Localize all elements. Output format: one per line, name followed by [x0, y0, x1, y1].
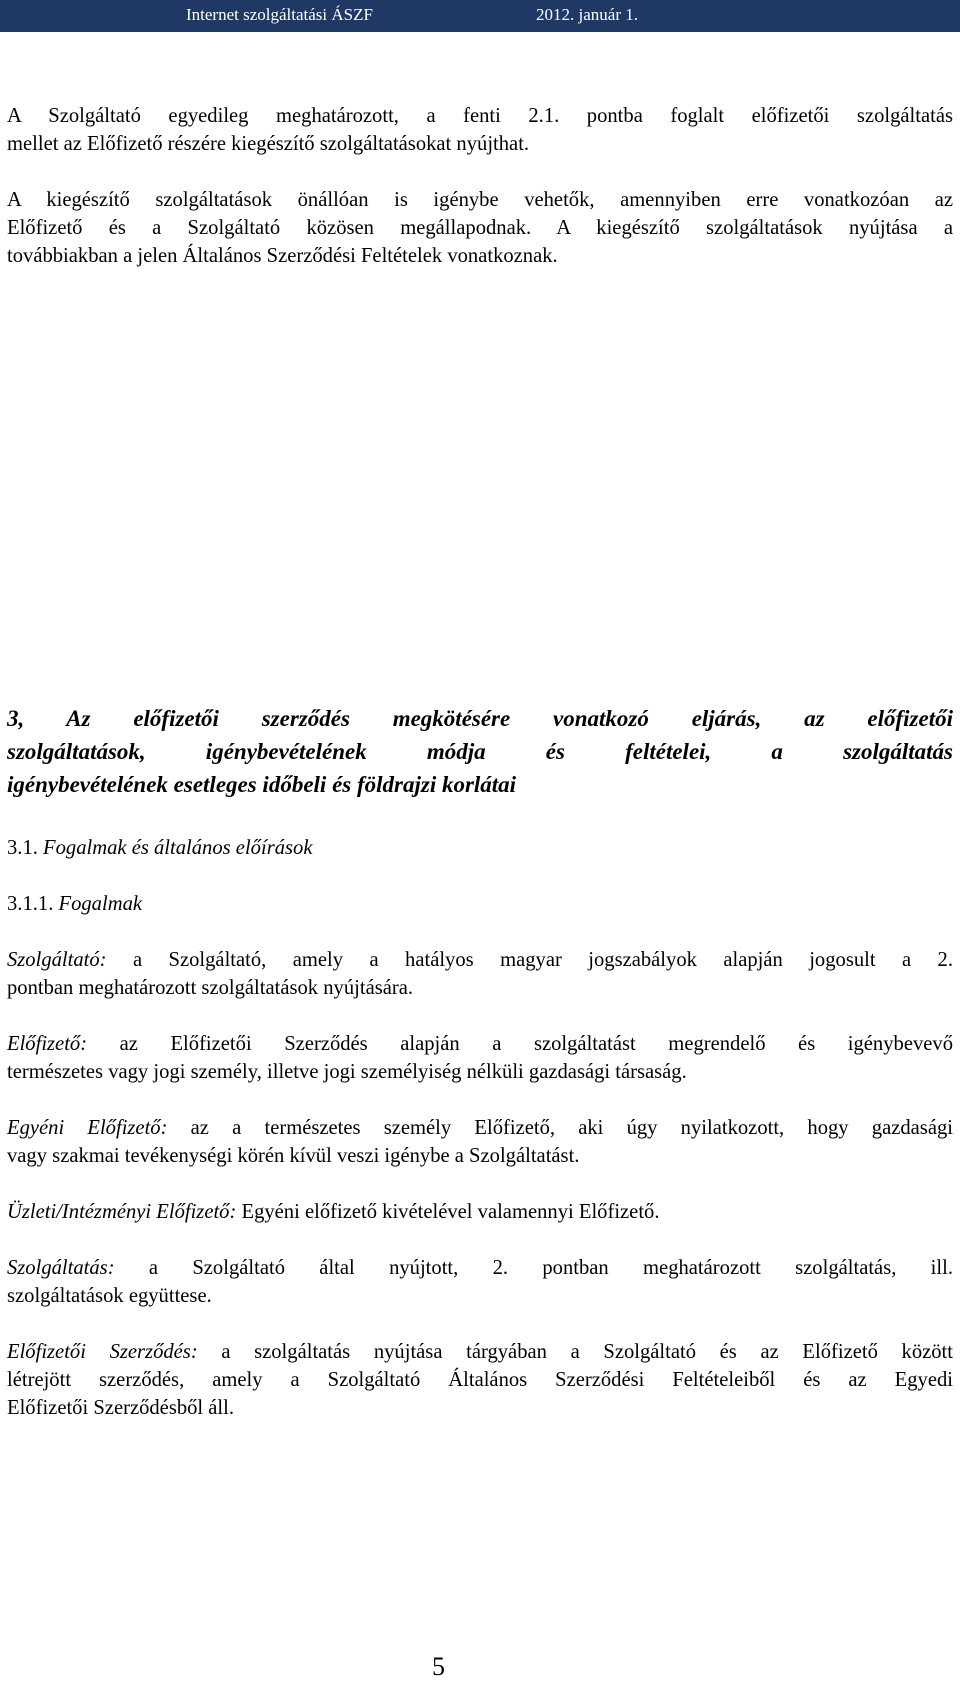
- definition-szolgaltato: [7, 946, 953, 1002]
- definition-text: vagy szakmai tevékenységi körén kívül veszi igénybe a Szolgáltatást.: [7, 1145, 580, 1167]
- definition-egyeni-elofizeto: [7, 1114, 953, 1170]
- subsection-title: Fogalmak és általános előírások: [43, 837, 313, 859]
- definition-text: Előfizetői Szerződésből áll.: [7, 1397, 235, 1419]
- definition-term: Szolgáltató:: [7, 949, 107, 971]
- definition-text: a szolgáltatás nyújtása tárgyában a Szolgáltató és az Előfizető között: [197, 1341, 953, 1363]
- definition-elofizeto: [7, 1030, 953, 1086]
- section-heading: [7, 702, 953, 801]
- definition-term: Egyéni Előfizető:: [7, 1117, 168, 1139]
- definition-text: a Szolgáltató, amely a hatályos magyar jogszabályok alapján jogosult a 2.: [106, 949, 953, 971]
- definition-text: pontban meghatározott szolgáltatások nyújtására.: [7, 977, 414, 999]
- text-line: Előfizető és a Szolgáltató közösen megállapodnak. A kiegészítő szolgáltatások nyújtása a: [7, 217, 953, 239]
- document-date: 2012. január 1.: [536, 5, 638, 24]
- definition-elofizetoi-szerzodes: [7, 1338, 953, 1422]
- document-header: [0, 0, 960, 32]
- heading-line: 3, Az előfizetői szerződés megkötésére vonatkozó eljárás, az előfizetői: [7, 706, 953, 731]
- text-line: mellet az Előfizető részére kiegészítő szolgáltatásokat nyújthat.: [7, 133, 530, 155]
- definition-term: Szolgáltatás:: [7, 1257, 115, 1279]
- heading-line: szolgáltatások, igénybevételének módja és feltételei, a szolgáltatás: [7, 739, 953, 764]
- definition-text: szolgáltatások együttese.: [7, 1285, 212, 1307]
- definition-term: Előfizető:: [7, 1033, 88, 1055]
- heading-line: igénybevételének esetleges időbeli és földrajzi korlátai: [7, 772, 517, 797]
- intro-paragraph-1: [7, 102, 953, 158]
- definition-term: Üzleti/Intézményi Előfizető:: [7, 1201, 237, 1223]
- definition-term: Előfizetői Szerződés:: [7, 1341, 198, 1363]
- definition-text: az a természetes személy Előfizető, aki úgy nyilatkozott, hogy gazdasági: [167, 1117, 953, 1139]
- definition-text: természetes vagy jogi személy, illetve jogi személyiség nélküli gazdasági társaság.: [7, 1061, 687, 1083]
- definition-szolgaltatas: [7, 1254, 953, 1310]
- definition-text: a Szolgáltató által nyújtott, 2. pontban meghatározott szolgáltatás, ill.: [114, 1257, 953, 1279]
- text-line: továbbiakban a jelen Általános Szerződési Feltételek vonatkoznak.: [7, 245, 558, 267]
- definition-text: létrejött szerződés, amely a Szolgáltató Általános Szerződési Feltételeiből és az Egyedi: [7, 1369, 953, 1391]
- subsection-number: 3.1.1.: [7, 893, 54, 915]
- text-line: A Szolgáltató egyedileg meghatározott, a fenti 2.1. pontba foglalt előfizetői szolgáltatás: [7, 105, 953, 127]
- subsection-3-1: [7, 834, 312, 862]
- definition-text: Egyéni előfizető kivételével valamennyi Előfizető.: [236, 1201, 660, 1223]
- document-title: Internet szolgáltatási ÁSZF: [186, 5, 373, 24]
- subsection-3-1-1: [7, 890, 142, 918]
- intro-paragraph-2: [7, 186, 953, 270]
- definition-uzleti-elofizeto: [7, 1198, 953, 1226]
- text-line: A kiegészítő szolgáltatások önállóan is igénybe vehetők, amennyiben erre vonatkozóan az: [7, 189, 953, 211]
- page-number: 5: [432, 1652, 445, 1681]
- subsection-title: Fogalmak: [58, 893, 143, 915]
- definition-text: az Előfizetői Szerződés alapján a szolgáltatást megrendelő és igénybevevő: [87, 1033, 953, 1055]
- subsection-number: 3.1.: [7, 837, 38, 859]
